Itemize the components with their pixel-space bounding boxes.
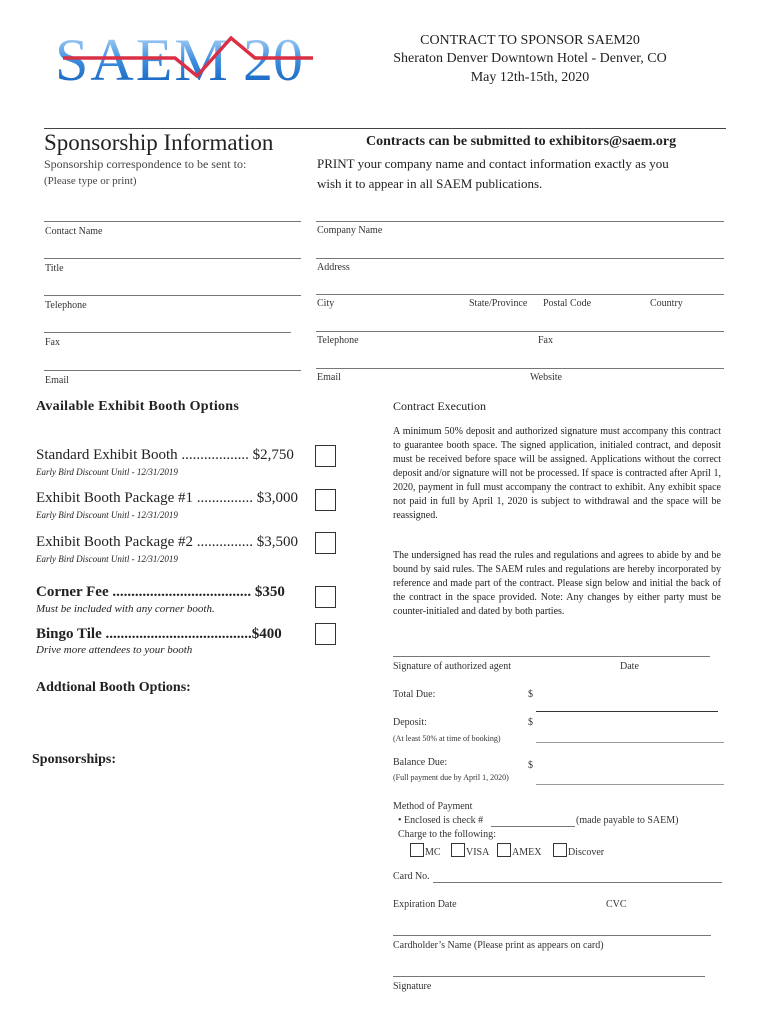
- signature-date-label: Date: [620, 661, 639, 672]
- payment-method-title: Method of Payment: [393, 801, 473, 812]
- payable-note: (made payable to SAEM): [576, 815, 679, 826]
- mc-label: MC: [425, 847, 441, 858]
- saem20-logo: [55, 28, 315, 90]
- sponsorship-title: Sponsorship Information: [44, 130, 274, 155]
- charge-label: Charge to the following:: [398, 829, 496, 840]
- postal-label: Postal Code: [543, 298, 592, 309]
- cvc-label: CVC: [606, 899, 627, 910]
- venue-line: Sheraton Denver Downtown Hotel - Denver, CO: [393, 51, 667, 66]
- check-number-line[interactable]: [491, 826, 575, 827]
- mc-checkbox[interactable]: [410, 843, 424, 857]
- total-due-label: Total Due:: [393, 689, 436, 700]
- balance-due-label: Balance Due:: [393, 757, 448, 768]
- company-name-label: Company Name: [317, 225, 383, 236]
- amex-option[interactable]: [497, 843, 541, 858]
- company-fax-label: Fax: [538, 335, 553, 346]
- fax-label: Fax: [45, 337, 60, 348]
- cardholder-line[interactable]: [393, 935, 711, 936]
- card-number-line[interactable]: [433, 882, 722, 883]
- package2-option: Exhibit Booth Package #2 ............... $3,500: [36, 534, 299, 550]
- expiration-label: Expiration Date: [393, 899, 457, 910]
- address-line[interactable]: [316, 258, 724, 259]
- contact-name-line[interactable]: [44, 221, 301, 222]
- balance-due-currency: $: [528, 760, 533, 771]
- discover-label: Discover: [568, 847, 605, 858]
- deposit-currency: $: [528, 717, 533, 728]
- fax-line[interactable]: [44, 332, 291, 333]
- company-telephone-label: Telephone: [317, 335, 359, 346]
- company-name-line[interactable]: [316, 221, 724, 222]
- corner-fee-note: Must be included with any corner booth.: [36, 603, 215, 615]
- telephone-line[interactable]: [44, 295, 301, 296]
- standard-booth-checkbox[interactable]: [315, 445, 336, 467]
- total-due-line[interactable]: [536, 711, 718, 712]
- discover-checkbox[interactable]: [553, 843, 567, 857]
- amex-checkbox[interactable]: [497, 843, 511, 857]
- logo-20-text: 20: [243, 28, 303, 90]
- mc-option[interactable]: [410, 843, 441, 858]
- cardholder-label: Cardholder’s Name (Please print as appears on card): [393, 940, 604, 951]
- package1-checkbox[interactable]: [315, 489, 336, 511]
- correspondence-note: Sponsorship correspondence to be sent to:: [44, 157, 247, 171]
- signature-line[interactable]: [393, 976, 705, 977]
- corner-fee-option: Corner Fee ..................................... $350: [36, 584, 285, 600]
- country-label: Country: [650, 298, 683, 309]
- submit-note: Contracts can be submitted to exhibitors@saem.org: [366, 134, 677, 149]
- total-due-currency: $: [528, 689, 533, 700]
- package2-note: Early Bird Discount Unitl - 12/31/2019: [36, 554, 178, 564]
- contract-execution-title: Contract Execution: [393, 399, 486, 413]
- state-label: State/Province: [469, 298, 528, 309]
- package1-option: Exhibit Booth Package #1 ............... $3,000: [36, 490, 299, 506]
- visa-checkbox[interactable]: [451, 843, 465, 857]
- amex-label: AMEX: [512, 847, 542, 858]
- dates-line: May 12th-15th, 2020: [470, 70, 590, 85]
- print-note-2: wish it to appear in all SAEM publications.: [317, 176, 543, 191]
- corner-fee-checkbox[interactable]: [315, 586, 336, 608]
- title-label: Title: [45, 263, 64, 274]
- telephone-label: Telephone: [45, 300, 87, 311]
- company-email-label: Email: [317, 372, 341, 383]
- deposit-note: (At least 50% at time of booking): [393, 734, 501, 743]
- logo-graphic: [55, 28, 315, 90]
- bingo-tile-option: Bingo Tile .......................................$400: [36, 626, 282, 642]
- package1-note: Early Bird Discount Unitl - 12/31/2019: [36, 510, 178, 520]
- company-telephone-line[interactable]: [316, 331, 724, 332]
- bingo-tile-note: Drive more attendees to your booth: [36, 644, 193, 656]
- company-email-line[interactable]: [316, 368, 724, 369]
- balance-due-note: (Full payment due by April 1, 2020): [393, 773, 509, 782]
- deposit-label: Deposit:: [393, 717, 427, 728]
- print-note-1: PRINT your company name and contact information exactly as you: [317, 156, 669, 171]
- deposit-line[interactable]: [536, 742, 724, 743]
- discover-option[interactable]: [553, 843, 604, 858]
- city-line[interactable]: [316, 294, 724, 295]
- type-print-note: (Please type or print): [44, 175, 137, 187]
- card-number-label: Card No.: [393, 871, 430, 882]
- signature-agent-line[interactable]: [393, 656, 710, 657]
- balance-due-line[interactable]: [536, 784, 724, 785]
- deposit-terms-paragraph: A minimum 50% deposit and authorized signature must accompany this contract to guarantee booth space. The signed application, initialed contract, and deposit must be received before space will be assigned. Applications without the correct deposit and/or signature will not be processed. If space is contracted after April 1, 2020, payment in full must accompany the contract to exhibit. Any exhibit space not paid in full by April 1, 2020 is subject to withdrawal and the space will be reassigned.: [393, 426, 721, 521]
- signature-label: Signature: [393, 981, 432, 992]
- rules-agreement-paragraph: The undersigned has read the rules and regulations and agrees to abide by and be bound by said rules. The SAEM rules and regulations are hereby incorporated by reference and made part of the contract. Please sign below and initial the back of the contract in the space provided. Note: Any changes by either party must be counter-initialed and dated by both parties.: [393, 550, 721, 617]
- contact-name-label: Contact Name: [45, 226, 103, 237]
- email-label: Email: [45, 375, 69, 386]
- address-label: Address: [317, 262, 350, 273]
- contract-heading: CONTRACT TO SPONSOR SAEM20: [420, 33, 640, 48]
- email-line[interactable]: [44, 370, 301, 371]
- logo-saem-text: SAEM: [55, 28, 230, 90]
- bingo-tile-checkbox[interactable]: [315, 623, 336, 645]
- city-label: City: [317, 298, 335, 309]
- package2-checkbox[interactable]: [315, 532, 336, 554]
- sponsorships-label: Sponsorships:: [32, 752, 117, 767]
- standard-booth-option: Standard Exhibit Booth .................. $2,750: [36, 447, 294, 463]
- website-label: Website: [530, 372, 562, 383]
- signature-agent-label: Signature of authorized agent: [393, 661, 512, 672]
- standard-booth-note: Early Bird Discount Unitl - 12/31/2019: [36, 467, 178, 477]
- header-divider: [44, 128, 726, 129]
- additional-options-label: Addtional Booth Options:: [36, 680, 191, 695]
- check-label: • Enclosed is check #: [398, 815, 484, 826]
- booth-options-title: Available Exhibit Booth Options: [36, 399, 240, 414]
- visa-label: VISA: [466, 847, 490, 858]
- title-line[interactable]: [44, 258, 301, 259]
- visa-option[interactable]: [451, 843, 489, 858]
